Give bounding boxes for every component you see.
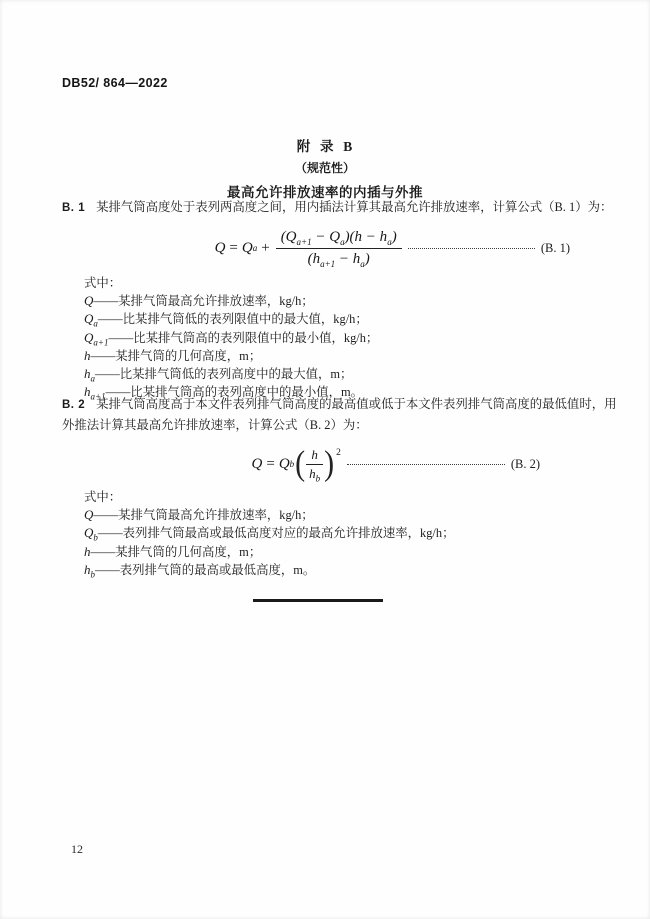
den-token: ) (364, 250, 370, 267)
num-token: )(h − h (344, 228, 388, 245)
def-symbol: h (84, 543, 91, 559)
def-symbol: Q (84, 293, 94, 309)
formula-b1-numerator (276, 229, 402, 249)
clause-b2-text1: 某排气筒高度高于本文件表列排气筒高度的最高值或低于本文件表列排气筒高度的最低值时，用 (96, 397, 617, 411)
clause-b1-paragraph (62, 199, 613, 217)
where-label: 式中： (84, 490, 122, 504)
definition-row (84, 506, 454, 524)
math-q: Q (251, 455, 263, 472)
num-sub: a (387, 236, 392, 247)
dotted-leader (408, 248, 535, 249)
def-symbol-sub: b (90, 569, 95, 580)
formula-b1-denominator (276, 249, 402, 268)
def-text: ——某排气筒的几何高度，m； (90, 544, 262, 559)
dotted-leader (347, 464, 505, 465)
num-token: − Q (311, 228, 341, 245)
definition-row (84, 292, 378, 310)
math-equals: = (266, 455, 275, 472)
def-symbol-sub: a+1 (93, 337, 109, 348)
formula-b2-fraction (306, 447, 323, 482)
def-symbol: h (84, 561, 91, 577)
where-label: 式中： (84, 276, 122, 290)
clause-b2-line2: 外推法计算其最高允许排放速率，计算公式（B. 2）为： (62, 418, 368, 432)
math-q: Q (214, 239, 226, 256)
clause-b2-line1 (62, 396, 617, 414)
formula-b1-fraction (276, 229, 402, 268)
def-symbol-sub: a (90, 373, 95, 384)
clause-b2-definitions (84, 489, 454, 579)
def-symbol: Q (84, 507, 94, 523)
math-exponent: 2 (336, 447, 341, 458)
appendix-title: 附 录 B (296, 139, 354, 154)
clause-b2-paragraph (62, 396, 617, 434)
den-token: (h (307, 250, 321, 267)
standard-number: DB52/ 864—2022 (62, 76, 168, 90)
math-equals: = (229, 239, 238, 256)
def-symbol-sub: b (93, 532, 98, 543)
appendix-normative-label: （规范性） (294, 161, 355, 175)
def-symbol: h (84, 366, 91, 382)
definition-row (84, 310, 378, 328)
math-qb: Q (278, 455, 290, 472)
def-text: ——比某排气筒低的表列高度中的最大值，m； (95, 367, 353, 382)
def-symbol: h (84, 347, 91, 363)
formula-b2-math: Q = Q b ( $\frac{h}{h_b}$ ) 2 (251, 444, 341, 484)
clause-b2-label: B. 2 (62, 399, 86, 411)
clause-b1-label: B. 1 (62, 202, 86, 214)
math-plus: + (261, 239, 270, 256)
def-text: ——某排气筒最高允许排放速率，kg/h； (93, 294, 314, 309)
def-text: ——表列排气筒的最高或最低高度，m。 (95, 562, 316, 577)
math-qa: Q (241, 239, 253, 256)
den-sub: b (315, 473, 321, 484)
den-sub: a (360, 258, 365, 269)
formula-b1-number: (B. 1) (540, 240, 570, 255)
clause-b1-text: 某排气筒高度处于表列两高度之间，用内插法计算其最高允许排放速率，计算公式（B. 1）为： (96, 200, 613, 214)
num-sub: a+1 (296, 236, 312, 247)
num-token: ) (391, 228, 397, 245)
definition-row (84, 524, 454, 542)
def-text: ——表列排气筒最高或最低高度对应的最高允许排放速率，kg/h； (97, 526, 455, 541)
formula-b2-denominator (306, 465, 323, 482)
def-symbol: Q (84, 329, 94, 345)
num-token: (Q (280, 228, 297, 245)
clause-b1-definitions (84, 275, 378, 401)
def-text: ——某排气筒最高允许排放速率，kg/h； (93, 508, 314, 523)
appendix-title-block (0, 135, 650, 201)
definition-row (84, 365, 378, 383)
definition-row (84, 329, 378, 347)
den-sub: a+1 (320, 258, 336, 269)
formula-b2-number: (B. 2) (510, 456, 540, 471)
definition-row (84, 543, 454, 561)
def-text: ——比某排气筒高的表列限值中的最小值，kg/h； (108, 330, 379, 345)
formula-b2 (62, 437, 540, 491)
formula-b1 (62, 221, 570, 275)
def-text: ——比某排气筒高的表列高度中的最小值，m。 (105, 385, 364, 400)
def-symbol-sub: a+1 (90, 391, 106, 402)
num-sub: a (340, 236, 345, 247)
definition-row (84, 347, 378, 365)
den-token: h (309, 465, 316, 481)
def-symbol: h (84, 384, 91, 400)
def-text: ——比某排气筒低的表列限值中的最大值，kg/h； (97, 312, 368, 327)
formula-b2-numerator: h (306, 447, 323, 465)
end-of-text-rule (253, 599, 383, 602)
def-symbol-sub: a (93, 318, 98, 329)
def-symbol: Q (84, 311, 94, 327)
def-symbol: Q (84, 525, 94, 541)
den-token: − h (335, 250, 361, 267)
appendix-subject-title: 最高允许排放速率的内插与外推 (227, 185, 423, 200)
formula-b1-math: Q = Q a + $\frac{(Q_{a+1} - Q_a)(h - h_a)}{(h_{a+1} - h_a)}$ (215, 229, 402, 268)
page-number: 12 (71, 842, 83, 856)
def-text: ——某排气筒的几何高度，m； (90, 348, 262, 363)
definition-row (84, 561, 454, 579)
